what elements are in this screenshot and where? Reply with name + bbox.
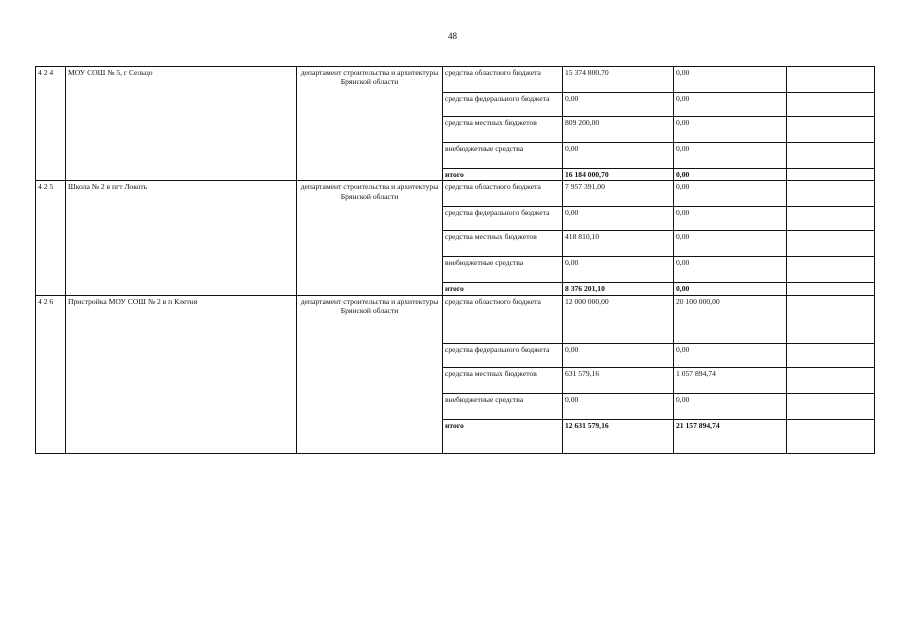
amount-cell-2: 20 100 000,00 bbox=[674, 295, 787, 343]
funding-source: средства областного бюджета bbox=[443, 181, 563, 207]
amount-cell-3 bbox=[787, 367, 875, 393]
amount-cell-1: 418 810,10 bbox=[563, 231, 674, 257]
amount-cell-2: 0,00 bbox=[674, 67, 787, 93]
amount-cell-1: 12 631 579,16 bbox=[563, 419, 674, 453]
project-department: департамент строительства и архитектуры Брянской области bbox=[297, 181, 443, 295]
amount-cell-2: 0,00 bbox=[674, 283, 787, 295]
project-department: департамент строительства и архитектуры Брянской области bbox=[297, 67, 443, 181]
amount-cell-3 bbox=[787, 67, 875, 93]
amount-cell-1: 12 000 000,00 bbox=[563, 295, 674, 343]
amount-cell-2: 0,00 bbox=[674, 231, 787, 257]
project-name: Пристройка МОУ СОШ № 2 в п Клетня bbox=[66, 295, 297, 453]
amount-cell-1: 0,00 bbox=[563, 143, 674, 169]
amount-cell-1: 0,00 bbox=[563, 393, 674, 419]
funding-row bbox=[36, 181, 875, 207]
amount-cell-2: 0,00 bbox=[674, 169, 787, 181]
funding-source: внебюджетные средства bbox=[443, 257, 563, 283]
amount-cell-3 bbox=[787, 93, 875, 117]
amount-cell-2: 1 057 894,74 bbox=[674, 367, 787, 393]
amount-cell-3 bbox=[787, 283, 875, 295]
amount-cell-3 bbox=[787, 343, 875, 367]
amount-cell-3 bbox=[787, 117, 875, 143]
amount-cell-1: 631 579,16 bbox=[563, 367, 674, 393]
amount-cell-3 bbox=[787, 419, 875, 453]
amount-cell-2: 0,00 bbox=[674, 143, 787, 169]
amount-cell-3 bbox=[787, 181, 875, 207]
amount-cell-3 bbox=[787, 231, 875, 257]
amount-cell-3 bbox=[787, 393, 875, 419]
funding-source: средства федерального бюджета bbox=[443, 207, 563, 231]
funding-source: итого bbox=[443, 283, 563, 295]
amount-cell-1: 8 376 201,10 bbox=[563, 283, 674, 295]
project-department: департамент строительства и архитектуры Брянской области bbox=[297, 295, 443, 453]
amount-cell-1: 0,00 bbox=[563, 207, 674, 231]
funding-row bbox=[36, 295, 875, 343]
amount-cell-2: 0,00 bbox=[674, 257, 787, 283]
amount-cell-1: 809 200,00 bbox=[563, 117, 674, 143]
funding-source: итого bbox=[443, 419, 563, 453]
funding-source: итого bbox=[443, 169, 563, 181]
page-number: 48 bbox=[448, 31, 457, 41]
funding-source: средства областного бюджета bbox=[443, 67, 563, 93]
amount-cell-3 bbox=[787, 207, 875, 231]
amount-cell-2: 0,00 bbox=[674, 393, 787, 419]
amount-cell-1: 16 184 000,70 bbox=[563, 169, 674, 181]
funding-source: внебюджетные средства bbox=[443, 393, 563, 419]
project-code: 4 2 5 bbox=[36, 181, 66, 295]
amount-cell-2: 0,00 bbox=[674, 93, 787, 117]
amount-cell-2: 0,00 bbox=[674, 117, 787, 143]
amount-cell-3 bbox=[787, 143, 875, 169]
funding-source: средства местных бюджетов bbox=[443, 367, 563, 393]
project-code: 4 2 6 bbox=[36, 295, 66, 453]
amount-cell-2: 0,00 bbox=[674, 181, 787, 207]
amount-cell-1: 0,00 bbox=[563, 93, 674, 117]
funding-source: средства местных бюджетов bbox=[443, 117, 563, 143]
funding-table bbox=[35, 66, 875, 454]
funding-source: средства областного бюджета bbox=[443, 295, 563, 343]
amount-cell-3 bbox=[787, 295, 875, 343]
funding-source: средства федерального бюджета bbox=[443, 343, 563, 367]
project-code: 4 2 4 bbox=[36, 67, 66, 181]
amount-cell-1: 0,00 bbox=[563, 257, 674, 283]
amount-cell-1: 7 957 391,00 bbox=[563, 181, 674, 207]
amount-cell-2: 21 157 894,74 bbox=[674, 419, 787, 453]
project-name: Школа № 2 в пгт Локоть bbox=[66, 181, 297, 295]
amount-cell-2: 0,00 bbox=[674, 207, 787, 231]
amount-cell-3 bbox=[787, 169, 875, 181]
funding-source: средства местных бюджетов bbox=[443, 231, 563, 257]
amount-cell-2: 0,00 bbox=[674, 343, 787, 367]
funding-source: внебюджетные средства bbox=[443, 143, 563, 169]
funding-source: средства федерального бюджета bbox=[443, 93, 563, 117]
project-name: МОУ СОШ № 5, г Сельцо bbox=[66, 67, 297, 181]
amount-cell-1: 15 374 800,70 bbox=[563, 67, 674, 93]
funding-row bbox=[36, 67, 875, 93]
amount-cell-1: 0,00 bbox=[563, 343, 674, 367]
amount-cell-3 bbox=[787, 257, 875, 283]
